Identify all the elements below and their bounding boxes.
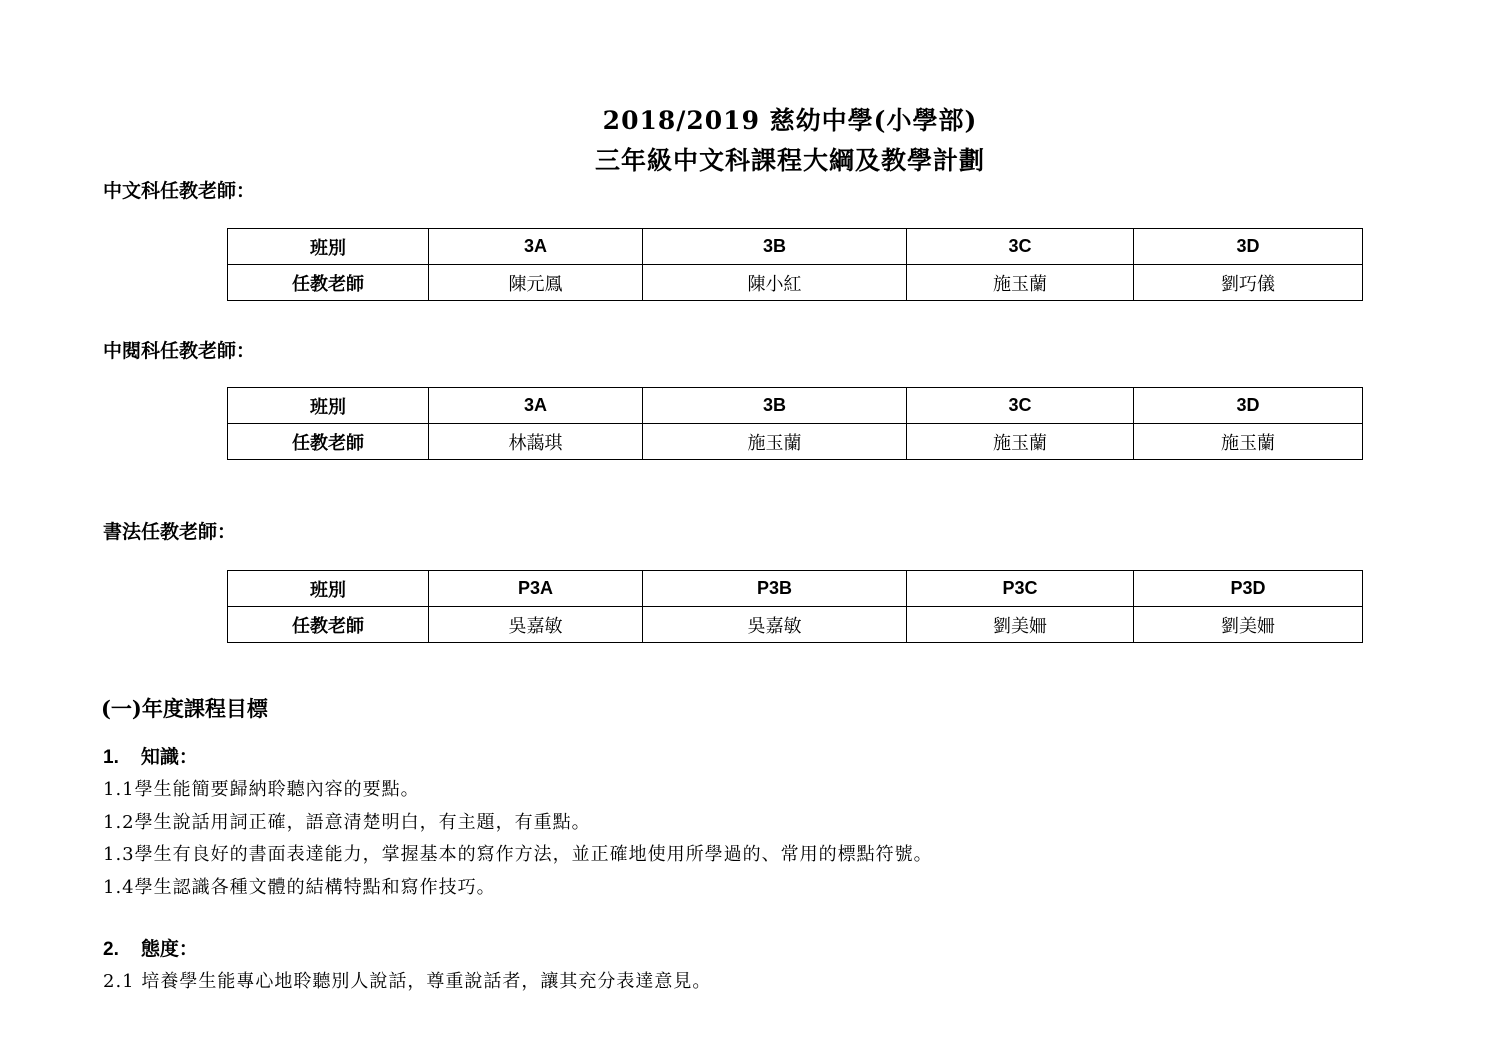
- teacher-cell: 陳小紅: [643, 265, 907, 301]
- teacher-cell: 施玉蘭: [643, 424, 907, 460]
- teacher-cell: 劉巧儀: [1134, 265, 1363, 301]
- document-title: 2018/2019 慈幼中學(小學部): [602, 106, 978, 135]
- teacher-cell: 劉美姍: [1134, 607, 1363, 643]
- attitude-heading: [103, 934, 198, 961]
- class-cell: 3B: [643, 229, 907, 265]
- teacher-cell: 施玉蘭: [907, 424, 1134, 460]
- document-subtitle: 三年級中文科課程大綱及教學計劃: [594, 146, 985, 175]
- section-label-chinese: 中文科任教老師：: [103, 180, 256, 202]
- teacher-cell: 劉美姍: [907, 607, 1134, 643]
- teacher-cell: 陳元鳳: [429, 265, 643, 301]
- class-cell: P3D: [1134, 571, 1363, 607]
- goals-heading: (一)年度課程目標: [101, 696, 268, 721]
- knowledge-title: 知識：: [140, 746, 198, 768]
- teacher-table-chinese: [227, 228, 1363, 301]
- row-label-cell: 任教老師: [228, 265, 429, 301]
- class-cell: P3C: [907, 571, 1134, 607]
- row-label-cell: 任教老師: [228, 607, 429, 643]
- teacher-cell: 施玉蘭: [907, 265, 1134, 301]
- section-label-calligraphy: 書法任教老師：: [103, 521, 237, 543]
- knowledge-item: 1.3學生有良好的書面表達能力，掌握基本的寫作方法，並正確地使用所學過的、常用的標點符號。: [103, 844, 933, 865]
- class-cell: 3C: [907, 229, 1134, 265]
- table-header-row: [228, 229, 1363, 265]
- table-row: [228, 265, 1363, 301]
- attitude-number: 2.: [103, 939, 119, 960]
- teacher-table-calligraphy: [227, 570, 1363, 643]
- knowledge-item: 1.1學生能簡要歸納聆聽內容的要點。: [103, 779, 420, 800]
- row-label-cell: 任教老師: [228, 424, 429, 460]
- table-header-row: [228, 388, 1363, 424]
- class-cell: P3B: [643, 571, 907, 607]
- section-label-reading: 中閱科任教老師：: [103, 340, 256, 362]
- teacher-cell: 林藹琪: [429, 424, 643, 460]
- class-cell: 3B: [643, 388, 907, 424]
- knowledge-item: 1.2學生說話用詞正確，語意清楚明白，有主題，有重點。: [103, 812, 591, 833]
- table-header-row: [228, 571, 1363, 607]
- class-cell: 3D: [1134, 229, 1363, 265]
- class-cell: 3A: [429, 229, 643, 265]
- attitude-item: 2.1 培養學生能專心地聆聽別人說話，尊重說話者，讓其充分表達意見。: [103, 971, 712, 992]
- class-cell: 3C: [907, 388, 1134, 424]
- teacher-cell: 吳嘉敏: [429, 607, 643, 643]
- header-label-cell: 班別: [228, 571, 429, 607]
- teacher-cell: 吳嘉敏: [643, 607, 907, 643]
- class-cell: P3A: [429, 571, 643, 607]
- knowledge-item: 1.4學生認識各種文體的結構特點和寫作技巧。: [103, 877, 496, 898]
- class-cell: 3A: [429, 388, 643, 424]
- knowledge-heading: [103, 742, 198, 769]
- header-label-cell: 班別: [228, 229, 429, 265]
- teacher-cell: 施玉蘭: [1134, 424, 1363, 460]
- teacher-table-reading: [227, 387, 1363, 460]
- table-row: [228, 424, 1363, 460]
- table-row: [228, 607, 1363, 643]
- attitude-title: 態度：: [140, 938, 198, 960]
- class-cell: 3D: [1134, 388, 1363, 424]
- header-label-cell: 班別: [228, 388, 429, 424]
- knowledge-number: 1.: [103, 747, 119, 768]
